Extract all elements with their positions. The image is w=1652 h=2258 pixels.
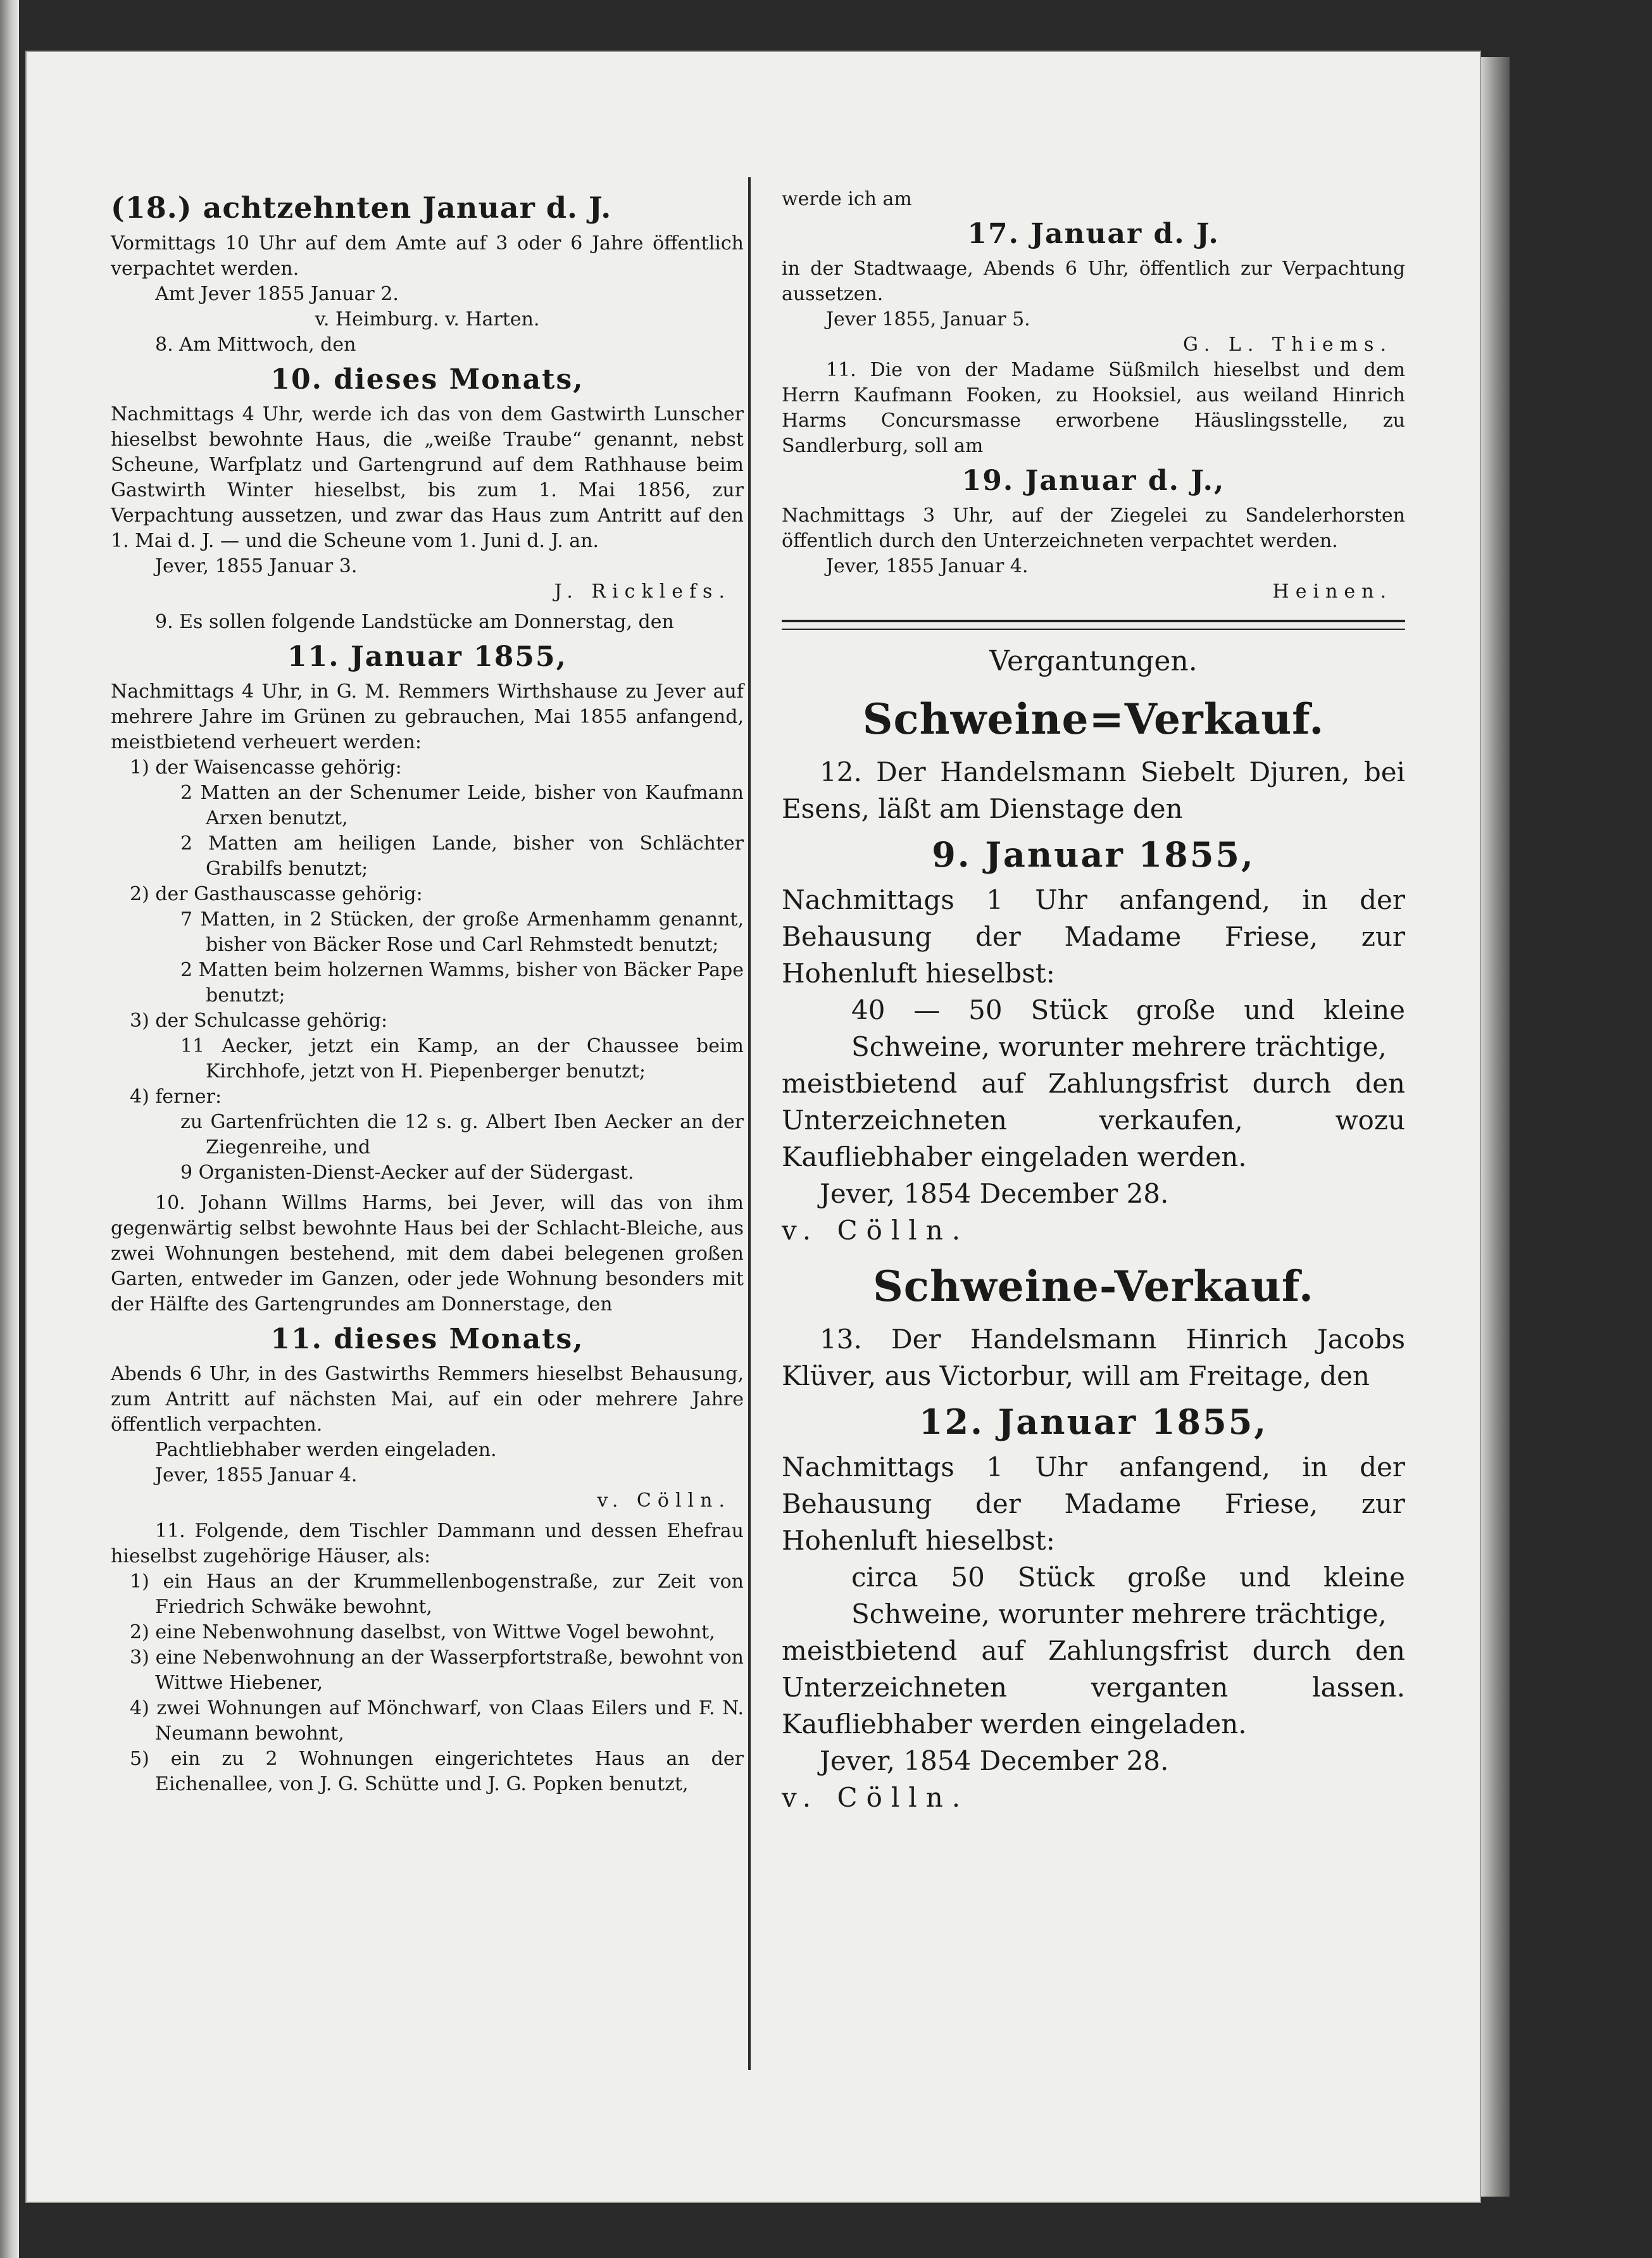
sale-title-2: Schweine-Verkauf. [873,1262,1314,1311]
sale-12-date: Jever, 1854 December 28. [820,1178,1169,1209]
notice-9-item: 2 Matten am heiligen Lande, bisher von Schlächter Grabilfs benutzt; [180,832,744,880]
notice-9-item: 11 Aecker, jetzt ein Kamp, an der Chaussee beim Kirchhofe, jetzt von H. Piepenberger benutzt; [180,1035,744,1082]
sale-12-body: 12. Der Handelsmann Siebelt Djuren, bei Esens, läßt am Dienstage den [782,756,1405,824]
sale-12-item: 40 — 50 Stück große und kleine Schweine, worunter mehrere trächtige, [851,994,1405,1062]
notice-11b-date-head: 19. Januar d. J., [961,465,1225,497]
notice-8-intro: 8. Am Mittwoch, den [155,334,356,356]
notice-18-signature: v. Heimburg. v. Harten. [315,308,540,330]
continued-date: Jever 1855, Januar 5. [826,308,1030,330]
notice-10-body-3: Pachtliebhaber werden eingeladen. [155,1439,497,1461]
sale-13-body: 13. Der Handelsmann Hinrich Jacobs Klüver, aus Victorbur, will am Freitage, den [782,1324,1405,1391]
page-stack-edge [1481,57,1510,2197]
notice-8-body: Nachmittags 4 Uhr, werde ich das von dem Gastwirth Lunscher hieselbst bewohnte Haus, die „weiße Traube“ genannt, nebst Scheune, Warfplatz und Gartengrund auf dem Rathhause beim Gastwirth Winter hieselbst, bis zum 1. Mai 1856, zur Verpachtung aussetzen, und zwar das Haus zum Antritt auf den 1. Mai d. J. — und die Scheune vom 1. Juni d. J. an. [111,403,744,552]
notice-9-item: 2) der Gasthauscasse gehörig: [130,883,423,905]
sale-13-date-head: 12. Januar 1855, [918,1402,1268,1442]
notice-11b-body-2: Nachmittags 3 Uhr, auf der Ziegelei zu Sandelerhorsten öffentlich durch den Unterzeichneten verpachtet werden. [782,505,1405,552]
notice-11-item: 1) ein Haus an der Krummellenbogenstraße, zur Zeit von Friedrich Schwäke bewohnt, [130,1571,744,1618]
newspaper-page [25,51,1481,2203]
notice-9-item: 7 Matten, in 2 Stücken, der große Armenhamm genannt, bisher von Bäcker Rose und Carl Rehmstedt benutzt; [180,908,744,956]
notice-11b-body: 11. Die von der Madame Süßmilch hieselbst und dem Herrn Kaufmann Fooken, zu Hooksiel, aus weiland Hinrich Harms Concursmasse erworbene Häuslingsstelle, zu Sandlerburg, soll am [782,359,1405,457]
sale-12-body-2: Nachmittags 1 Uhr anfangend, in der Behausung der Madame Friese, zur Hohenluft hieselbst: [782,884,1405,989]
section-heading: Vergantungen. [989,645,1198,677]
notice-11b-signature: Heinen. [1272,580,1392,603]
right-column [782,187,1405,1816]
notice-9-body: Nachmittags 4 Uhr, in G. M. Remmers Wirthshause zu Jever auf mehrere Jahre im Grünen zu gebrauchen, Mai 1855 anfangend, meistbietend verheuert werden: [111,681,744,753]
notice-10-date-head: 11. dieses Monats, [270,1323,584,1355]
continued-signature: G. L. Thiems. [1182,334,1392,356]
sale-13-item: circa 50 Stück große und kleine Schweine, worunter mehrere trächtige, [851,1562,1405,1629]
continued-body: in der Stadtwaage, Abends 6 Uhr, öffentlich zur Verpachtung aussetzen. [782,258,1405,305]
sale-13-signature: v. Cölln. [782,1782,970,1813]
notice-9-item: 2 Matten an der Schenumer Leide, bisher von Kaufmann Arxen benutzt, [180,782,744,829]
notice-9-item: 2 Matten beim holzernen Wamms, bisher von Bäcker Pape benutzt; [180,959,744,1007]
section-rule [782,620,1405,630]
notice-9-item: 3) der Schulcasse gehörig: [130,1010,388,1032]
notice-18-body: Vormittags 10 Uhr auf dem Amte auf 3 oder 6 Jahre öffentlich verpachtet werden. [111,232,744,280]
sale-13-body-3: meistbietend auf Zahlungsfrist durch den Unterzeichneten verganten lassen. Kaufliebhaber werden eingeladen. [782,1635,1405,1740]
sale-title-1: Schweine=Verkauf. [862,694,1325,744]
sale-12-signature: v. Cölln. [782,1215,970,1246]
notice-8-signature: J. Ricklefs. [554,580,731,603]
notice-10-date: Jever, 1855 Januar 4. [155,1464,358,1486]
notice-8-date-head: 10. dieses Monats, [270,363,584,396]
continued-intro: werde ich am [782,188,912,210]
notice-10-body-2: Abends 6 Uhr, in des Gastwirths Remmers hieselbst Behausung, zum Antritt auf nächsten Mai, auf ein oder mehrere Jahre öffentlich verpachten. [111,1363,744,1436]
sale-12-body-3: meistbietend auf Zahlungsfrist durch den Unterzeichneten verkaufen, wozu Kaufliebhaber eingeladen werden. [782,1068,1405,1172]
sale-12-date-head: 9. Januar 1855, [932,834,1255,875]
notice-9-date-head: 11. Januar 1855, [287,641,567,673]
notice-9-item: zu Gartenfrüchten die 12 s. g. Albert Iben Aecker an der Ziegenreihe, und [180,1111,744,1158]
notice-18-date: Amt Jever 1855 Januar 2. [155,283,399,305]
notice-9-item: 9 Organisten-Dienst-Aecker auf der Südergast. [180,1162,634,1184]
notice-9-item: 4) ferner: [130,1086,222,1108]
sale-13-body-2: Nachmittags 1 Uhr anfangend, in der Behausung der Madame Friese, zur Hohenluft hieselbst: [782,1452,1405,1556]
column-divider [748,177,751,2070]
notice-11-item: 4) zwei Wohnungen auf Mönchwarf, von Claas Eilers und F. N. Neumann bewohnt, [130,1697,744,1745]
sale-13-date: Jever, 1854 December 28. [820,1745,1169,1776]
book-spine-edge [0,0,19,2258]
continued-date-head: 17. Januar d. J. [967,218,1220,250]
notice-11-item: 2) eine Nebenwohnung daselbst, von Wittwe Vogel bewohnt, [130,1621,715,1643]
notice-11b-date: Jever, 1855 Januar 4. [826,555,1029,577]
notice-9-intro: 9. Es sollen folgende Landstücke am Donnerstag, den [155,611,674,633]
notice-10-body: 10. Johann Willms Harms, bei Jever, will das von ihm gegenwärtig selbst bewohnte Haus bei der Schlacht-Bleiche, aus zwei Wohnungen bestehend, mit dem dabei belegenen großen Garten, entweder im Ganzen, oder jede Wohnung besonders mit der Hälfte des Gartengrundes am Donnerstage, den [111,1192,744,1315]
heading-18: (18.) achtzehnten Januar d. J. [111,191,612,225]
notice-8-date: Jever, 1855 Januar 3. [155,555,358,577]
notice-10-signature: v. Cölln. [597,1490,731,1512]
notice-9-item: 1) der Waisencasse gehörig: [130,756,402,779]
left-column [111,187,744,1797]
notice-11-item: 3) eine Nebenwohnung an der Wasserpfortstraße, bewohnt von Wittwe Hiebener, [130,1646,744,1694]
notice-11-item: 5) ein zu 2 Wohnungen eingerichtetes Haus an der Eichenallee, von J. G. Schütte und J. G. Popken benutzt, [130,1748,744,1795]
notice-11-body: 11. Folgende, dem Tischler Dammann und dessen Ehefrau hieselbst zugehörige Häuser, als: [111,1520,744,1567]
